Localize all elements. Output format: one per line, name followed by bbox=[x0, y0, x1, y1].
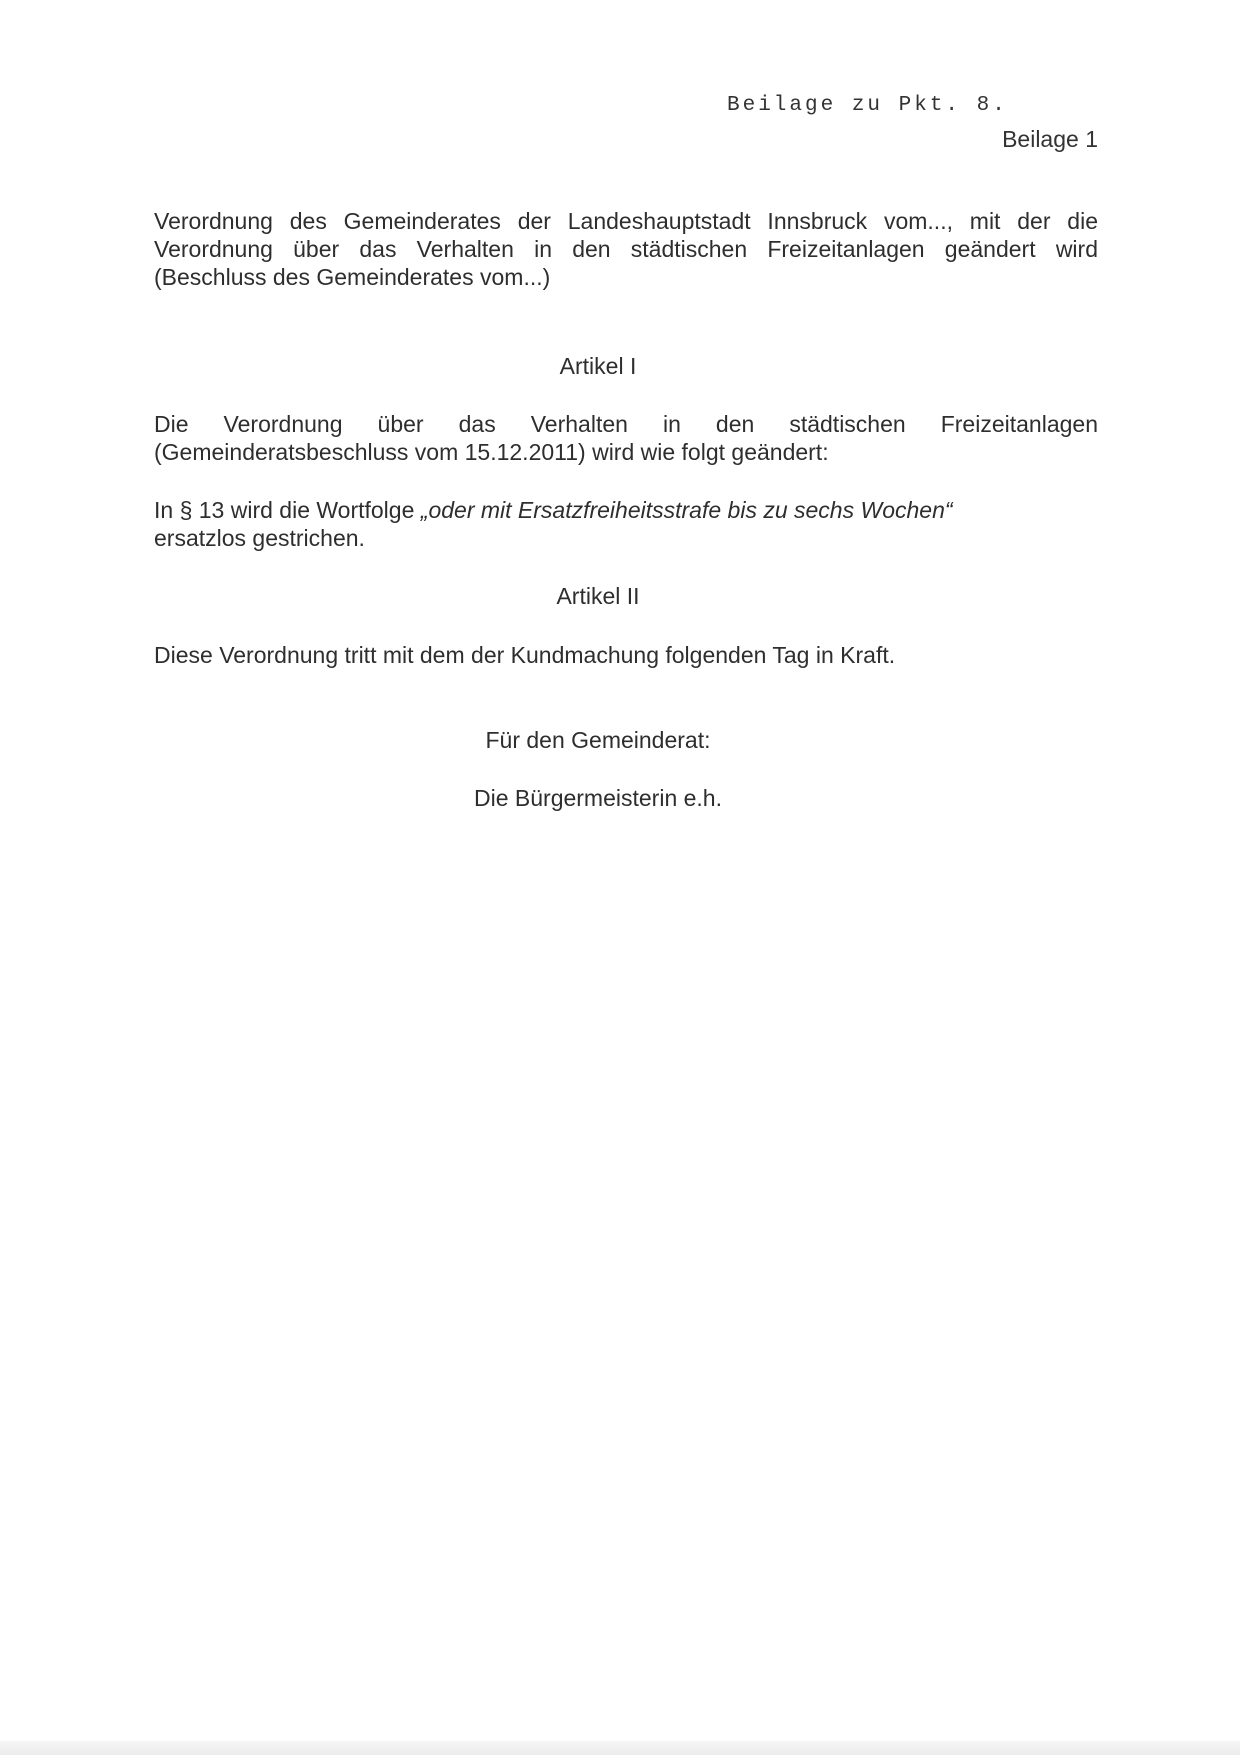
article-1-body bbox=[154, 410, 1098, 466]
amendment-quote: „oder mit Ersatzfreiheitsstrafe bis zu sechs Wochen“ bbox=[420, 497, 953, 523]
article-2-body bbox=[154, 641, 1098, 669]
ordinance-title bbox=[154, 207, 1098, 291]
article-1-body-line: Die Verordnung über das Verhalten in den städtischen Freizeitanlagen bbox=[154, 411, 1098, 437]
scan-bottom-edge bbox=[0, 1741, 1240, 1755]
title-line: Verordnung über das Verhalten in den städtischen Freizeitanlagen geändert wird bbox=[154, 236, 1098, 262]
article-2-heading: Artikel II bbox=[556, 583, 640, 609]
attachment-label: Beilage 1 bbox=[1002, 126, 1098, 152]
agenda-stamp: Beilage zu Pkt. 8. bbox=[727, 94, 1008, 117]
title-line: Verordnung des Gemeinderates der Landeshauptstadt Innsbruck vom..., mit der die bbox=[154, 208, 1098, 234]
amendment-suffix: ersatzlos gestrichen. bbox=[154, 525, 365, 551]
title-line: (Beschluss des Gemeinderates vom...) bbox=[154, 264, 551, 290]
article-1-heading: Artikel I bbox=[559, 353, 637, 379]
signature-mayor: Die Bürgermeisterin e.h. bbox=[474, 785, 722, 811]
article-1-body-line: (Gemeinderatsbeschluss vom 15.12.2011) wird wie folgt geändert: bbox=[154, 439, 829, 465]
article-2-body-line: Diese Verordnung tritt mit dem der Kundmachung folgenden Tag in Kraft. bbox=[154, 642, 896, 668]
article-1-amendment bbox=[154, 496, 1098, 552]
amendment-prefix: In § 13 wird die Wortfolge bbox=[154, 497, 421, 523]
signature-council: Für den Gemeinderat: bbox=[485, 727, 711, 753]
amendment-line bbox=[154, 496, 1098, 524]
